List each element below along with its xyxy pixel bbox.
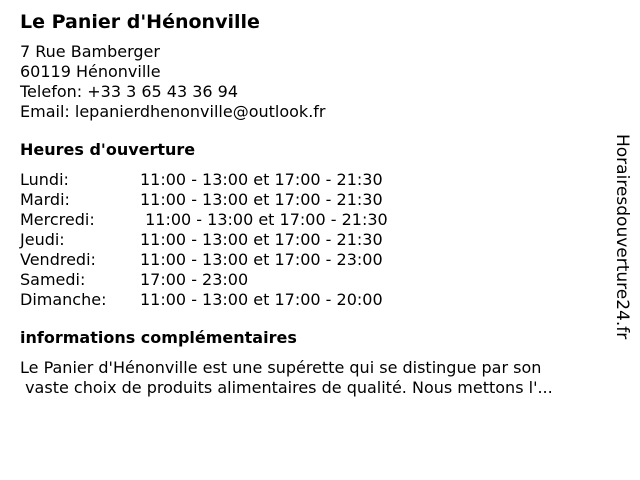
info-description-line-2: vaste choix de produits alimentaires de qualité. Nous mettons l'...	[20, 378, 553, 397]
hours-time: 11:00 - 13:00 et 17:00 - 21:30	[140, 210, 388, 229]
store-name: Le Panier d'Hénonville	[20, 11, 260, 33]
hours-row-sunday	[20, 290, 605, 310]
hours-list	[20, 170, 605, 310]
hours-row-monday	[20, 170, 605, 190]
address-city: 60119 Hénonville	[20, 62, 161, 81]
hours-row-tuesday	[20, 190, 605, 210]
hours-row-thursday	[20, 230, 605, 250]
hours-day: Dimanche:	[20, 290, 107, 309]
hours-day: Lundi:	[20, 170, 69, 189]
hours-heading: Heures d'ouverture	[20, 140, 196, 159]
hours-day: Mardi:	[20, 190, 70, 209]
hours-day: Samedi:	[20, 270, 86, 289]
hours-time: 11:00 - 13:00 et 17:00 - 21:30	[140, 190, 383, 209]
hours-day: Vendredi:	[20, 250, 96, 269]
hours-time: 11:00 - 13:00 et 17:00 - 21:30	[140, 170, 383, 189]
hours-row-wednesday	[20, 210, 605, 230]
hours-time: 11:00 - 13:00 et 17:00 - 23:00	[140, 250, 383, 269]
phone: Telefon: +33 3 65 43 36 94	[20, 82, 239, 101]
hours-day: Mercredi:	[20, 210, 95, 229]
hours-row-saturday	[20, 270, 605, 290]
hours-day: Jeudi:	[20, 230, 65, 249]
hours-row-friday	[20, 250, 605, 270]
store-card	[20, 10, 605, 398]
site-watermark: Horairesdouverture24.fr	[612, 134, 632, 340]
address-street: 7 Rue Bamberger	[20, 42, 160, 61]
info-description-line-1: Le Panier d'Hénonville est une supérette qui se distingue par son	[20, 358, 542, 377]
hours-time: 11:00 - 13:00 et 17:00 - 20:00	[140, 290, 383, 309]
info-heading: informations complémentaires	[20, 328, 297, 347]
email: Email: lepanierdhenonville@outlook.fr	[20, 102, 326, 121]
hours-time: 17:00 - 23:00	[140, 270, 249, 289]
hours-time: 11:00 - 13:00 et 17:00 - 21:30	[140, 230, 383, 249]
